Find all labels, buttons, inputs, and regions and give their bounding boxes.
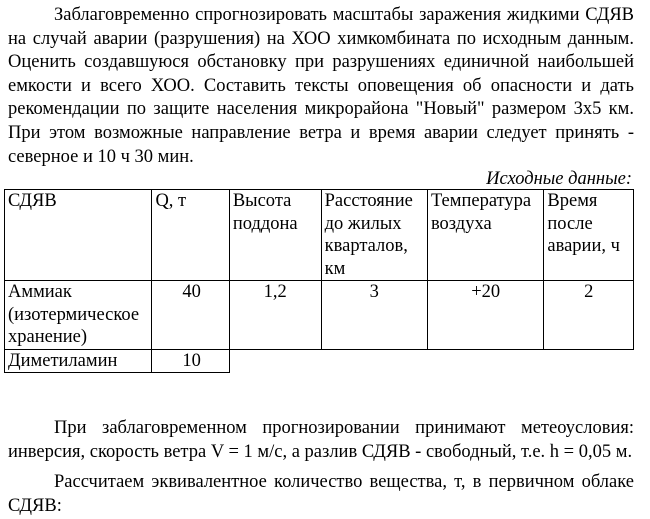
cell-substance: Диметиламин [5,349,152,373]
header-cell-temperature: Температура воздуха [427,190,543,281]
cell-distance: 3 [321,281,427,350]
header-cell-distance: Расстояние до жилых кварталов, км [321,190,427,281]
cell-quantity: 10 [152,349,229,373]
table-caption: Исходные данные: [486,169,632,190]
calc-paragraph: Рассчитаем эквивалентное количество вещества, т, в первичном облаке СДЯВ: [8,472,634,516]
cell-temperature: +20 [427,281,543,350]
cell-time: 2 [544,281,634,350]
header-cell-tray-height: Высота поддона [229,190,321,281]
document-page [8,0,634,519]
intro-paragraph: Заблаговременно спрогнозировать масштабы заражения жидкими СДЯВ на случай аварии (разрушения) на ХОО химкомбината по исходным данным. Оценить создавшуюся обстановку при разрушениях единичной наибольшей емкости и всего ХОО. Составить тексты оповещения об опасности и дать рекомендации по защите населения микрорайона "Новый" размером 3х5 км. При этом возможные направление ветра и время аварии следует принять - северное и 10 ч 30 мин. [8,5,634,167]
table-row [5,349,634,373]
meteo-paragraph: При заблаговременном прогнозировании принимают метеоусловия: инверсия, скорость ветра V = 1 м/с, а разлив СДЯВ - свободный, т.е. h = 0,05 м. [8,418,634,462]
cell-tray-height: 1,2 [229,281,321,350]
header-cell-quantity: Q, т [152,190,229,281]
source-data-table [4,189,634,373]
header-cell-substance: СДЯВ [5,190,152,281]
table-header-row [5,190,634,281]
cell-substance: Аммиак (изотермическое хранение) [5,281,152,350]
cell-quantity: 40 [152,281,229,350]
header-cell-time: Время после аварии, ч [544,190,634,281]
table-row [5,281,634,350]
